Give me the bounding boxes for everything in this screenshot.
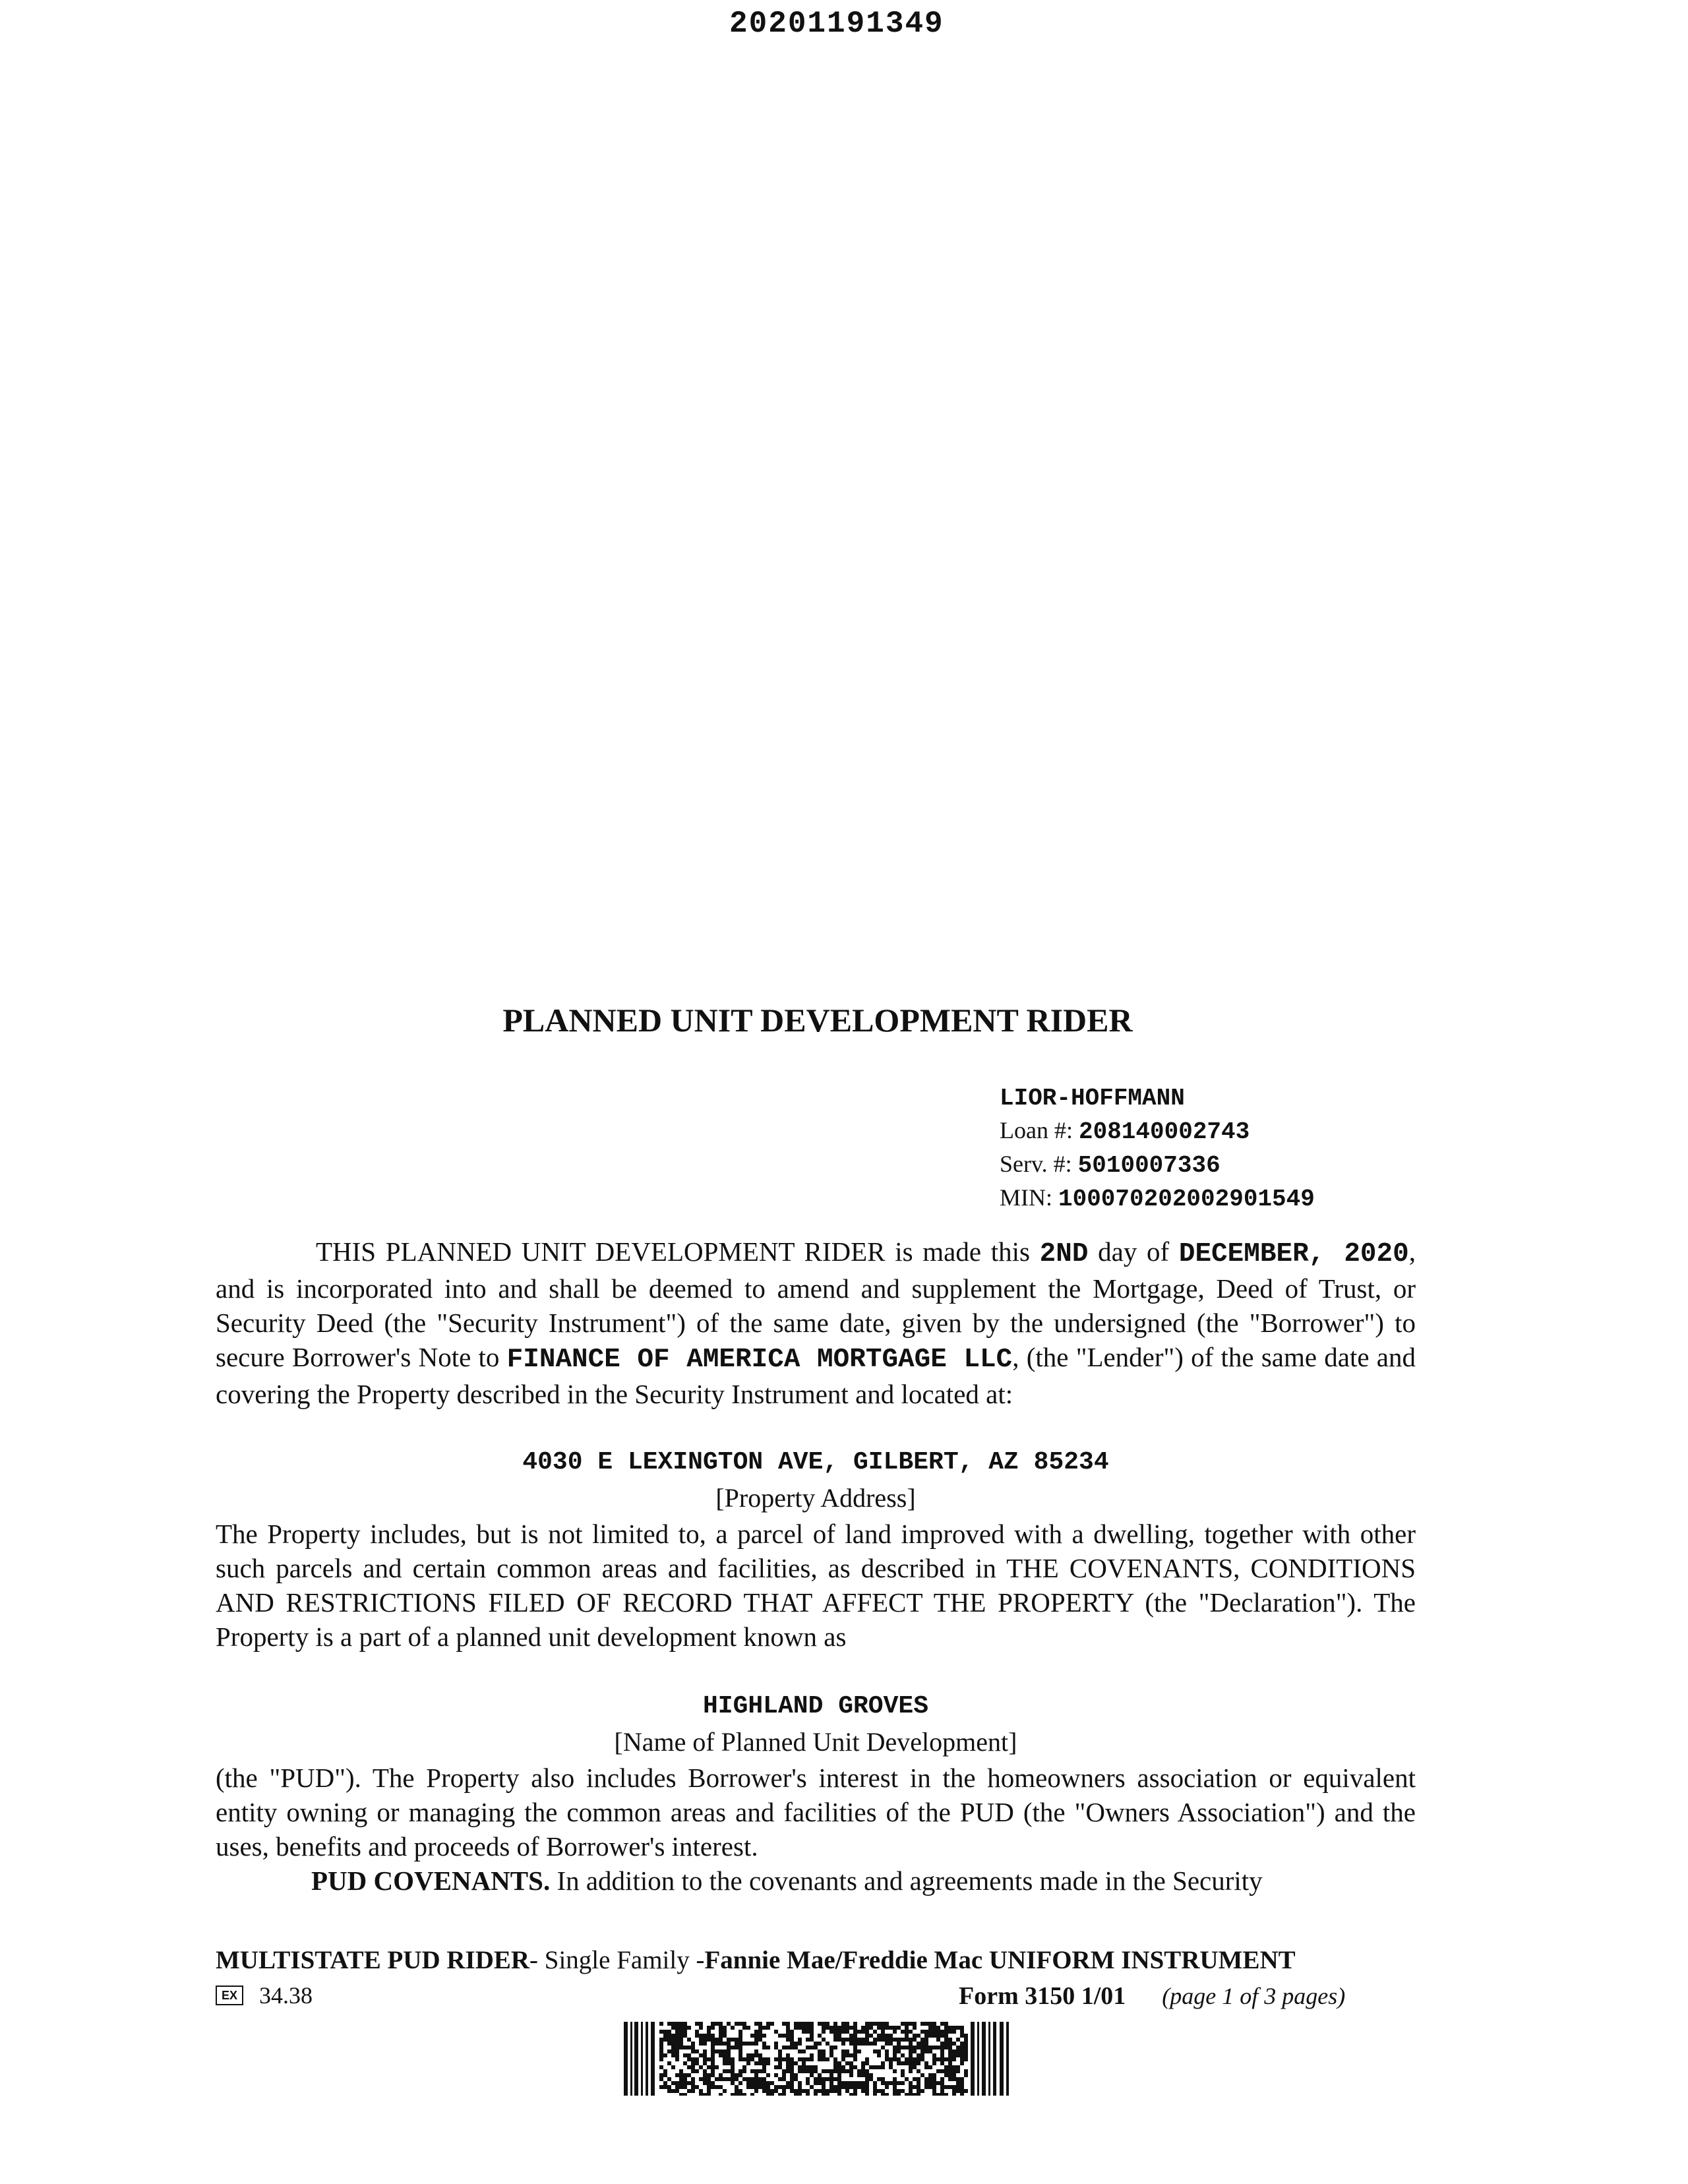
form-number: Form 3150 1/01	[959, 1982, 1126, 2010]
min-number: 100070202002901549	[1058, 1186, 1315, 1213]
borrower-code: LIOR-HOFFMANN	[1000, 1085, 1185, 1112]
serv-number-line	[1000, 1148, 1315, 1182]
intro-text-4: , (the "Lender") of the same date and covering the Property described in the Security Instrument and located at:	[216, 1342, 1416, 1409]
page-info: (page 1 of 3 pages)	[1162, 1983, 1346, 2009]
covenants-heading: PUD COVENANTS.	[311, 1866, 551, 1896]
loan-number: 208140002743	[1078, 1118, 1250, 1145]
min-number-label: MIN:	[1000, 1184, 1058, 1211]
footer-title-bold-2: Fannie Mae/Freddie Mac UNIFORM INSTRUMENT	[704, 1946, 1296, 1974]
footer-title	[216, 1945, 1296, 1975]
rider-day: 2ND	[1039, 1239, 1089, 1269]
declaration-paragraph	[216, 1517, 1416, 1654]
footer-title-bold-1: MULTISTATE PUD RIDER	[216, 1946, 530, 1974]
pud-name-label: [Name of Planned Unit Development]	[614, 1727, 1017, 1757]
loan-identifiers	[1000, 1083, 1315, 1215]
intro-paragraph	[216, 1234, 1416, 1411]
serv-number: 5010007336	[1077, 1152, 1221, 1179]
pud-text: (the "PUD"). The Property also includes Borrower's interest in the homeowners association or equivalent entity owning or managing the common areas and facilities of the PUD (the "Owners Association") and the uses, benefits and proceeds of Borrower's interest.	[216, 1763, 1416, 1862]
property-address: 4030 E LEXINGTON AVE, GILBERT, AZ 85234	[522, 1448, 1109, 1476]
footer-title-normal: - Single Family -	[529, 1946, 705, 1974]
footer-code-value: 34.38	[259, 1982, 313, 2009]
covenants-text: In addition to the covenants and agreements made in the Security	[550, 1866, 1263, 1896]
rider-month-year: DECEMBER, 2020	[1178, 1239, 1409, 1269]
footer-code	[216, 1982, 313, 2009]
intro-text-2: day of	[1088, 1236, 1179, 1267]
covenants-paragraph	[216, 1864, 1416, 1898]
footer-form	[959, 1982, 1345, 2011]
pud-paragraph	[216, 1761, 1416, 1864]
loan-number-label: Loan #:	[1000, 1117, 1079, 1143]
lender-name: FINANCE OF AMERICA MORTGAGE LLC	[506, 1345, 1013, 1375]
serv-number-label: Serv. #:	[1000, 1151, 1078, 1177]
intro-text-1: THIS PLANNED UNIT DEVELOPMENT RIDER is made this	[316, 1236, 1040, 1267]
declaration-text: The Property includes, but is not limited to, a parcel of land improved with a dwelling, together with other such parcels and certain common areas and facilities, as described in THE COVENANTS, CONDITIONS AND RESTRICTIONS FILED OF RECORD THAT AFFECT THE PROPERTY (the "Declaration"). The Property is a part of a planned unit development known as	[216, 1519, 1416, 1652]
pud-name: HIGHLAND GROVES	[702, 1692, 929, 1720]
document-title: PLANNED UNIT DEVELOPMENT RIDER	[502, 1002, 1133, 1039]
loan-number-line	[1000, 1114, 1315, 1148]
property-address-label: [Property Address]	[715, 1483, 916, 1513]
intro-text-3: , and is incorporated into and shall be deemed to amend and supplement the Mortgage, Deed of Trust, or Security Deed (the "Security Instrument") of the same date, given by the undersigned (the "Borrower") to secure Borrower's Note to	[216, 1236, 1416, 1372]
document-number: 20201191349	[729, 7, 944, 41]
ex-form-icon: EX	[216, 1986, 243, 2005]
min-number-line	[1000, 1182, 1315, 1215]
barcode-image	[624, 2022, 1009, 2096]
